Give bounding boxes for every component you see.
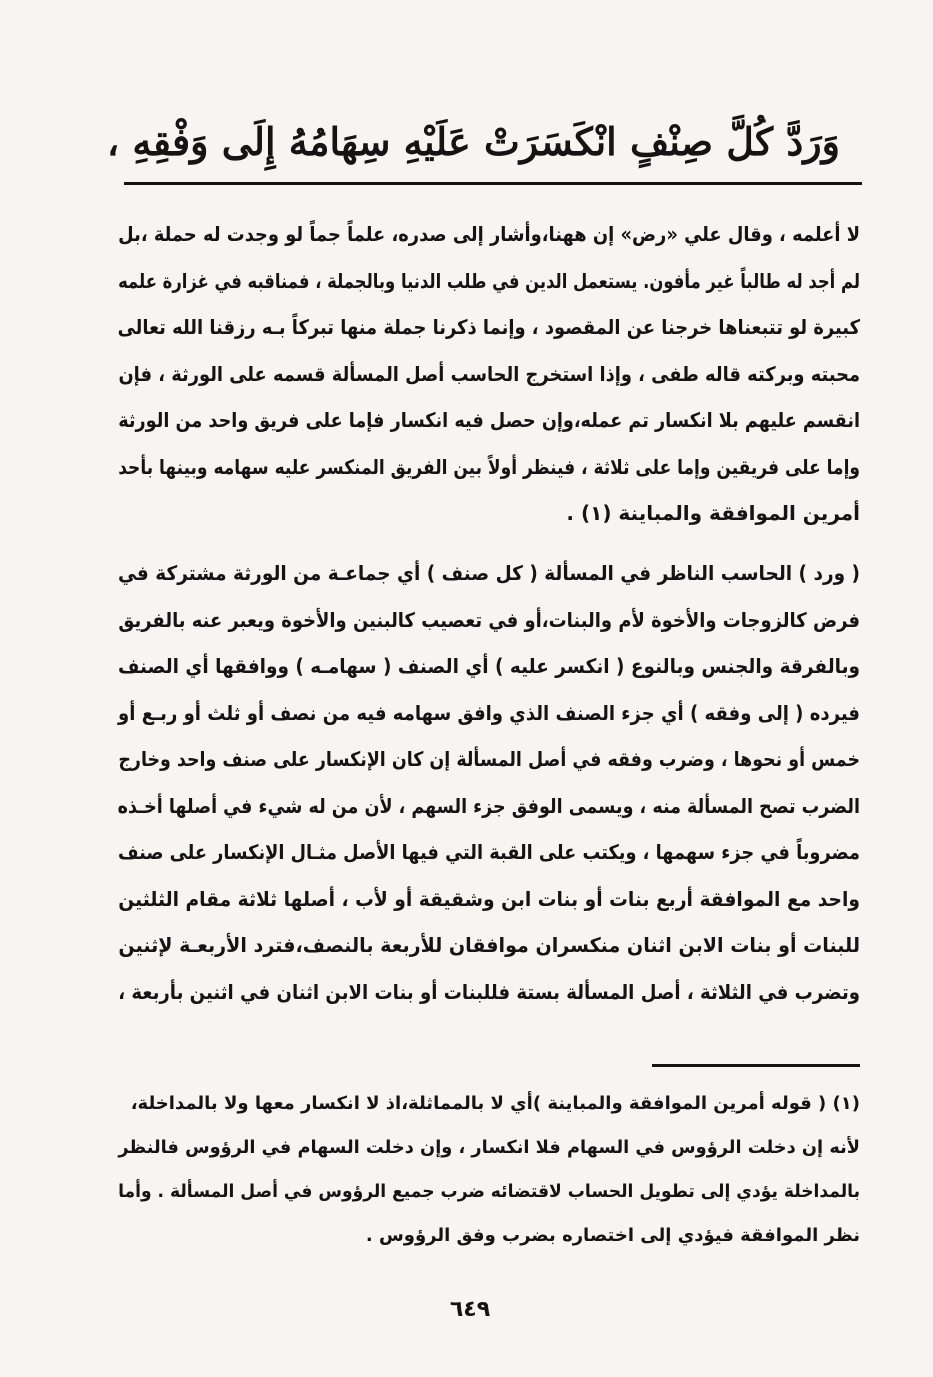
text-line: انقسم عليهم بلا انكسار تم عمله،وإن حصل فيه انكسار فإما على فريق واحد من الورثة <box>118 408 860 432</box>
footnote <box>118 1082 860 1258</box>
footnote-divider <box>652 1064 860 1067</box>
text-line: فرض كالزوجات والأخوة لأم والبنات،أو في تعصيب كالبنين والأخوة ويعبر عنه بالفريق <box>118 607 861 632</box>
paragraph-2 <box>118 550 860 1015</box>
text-line: مضروباً في جزء سهمها ، ويكتب على القبة التي فيها الأصل مثـال الإنكسار على صنف <box>117 840 861 864</box>
text-line: الضرب تصح المسألة منه ، ويسمى الوفق جزء السهم ، لأن من له شيء في أصلها أخـذه <box>117 793 860 818</box>
text-line: واحد مع الموافقة أربع بنات أو بنات ابن وشقيقة أو لأب ، أصلها ثلاثة مقام الثلثين <box>118 886 860 911</box>
paragraph-1 <box>118 211 860 537</box>
text-line: أمرين الموافقة والمباينة (١) . <box>566 501 860 525</box>
heading-divider <box>124 182 862 185</box>
text-line: لم أجد له طالباً غير مأفون. يستعمل الدين في طلب الدنيا وبالجملة ، فمناقبه في غزارة علمه <box>118 268 860 293</box>
text-line: وتضرب في الثلاثة ، أصل المسألة بستة فللبنات أو بنات الابن اثنان في اثنين بأربعة ، <box>118 979 860 1004</box>
text-line: خمس أو نحوها ، وضرب وفقه في أصل المسألة إن كان الإنكسار على صنف واحد وخارج <box>118 747 860 771</box>
text-line: محبته وبركته قاله طفى ، وإذا استخرج الحاسب أصل المسألة قسمه على الورثة ، فإن <box>118 361 861 386</box>
text-line: لا أعلمه ، وقال علي «رض» إن ههنا،وأشار إلى صدره، علماً جماً لو وجدت له حملة ،بل <box>118 222 860 246</box>
text-line: فيرده ( إلى وفقه ) أي جزء الصنف الذي وافق سهامه فيه من نصف أو ثلث أو ربـع أو <box>118 700 860 725</box>
text-line: كبيرة لو تتبعناها خرجنا عن المقصود ، وإنما ذكرنا جملة منها تبركاً بـه رزقنا الله تعالى <box>117 315 860 339</box>
section-heading: وَرَدَّ كُلَّ صِنْفٍ انْكَسَرَتْ عَلَيْهِ سِهَامُهُ إِلَى وَفْقِهِ ، <box>106 119 840 164</box>
footnote-line: لأنه إن دخلت الرؤوس في السهام فلا انكسار ، وإن دخلت السهام في الرؤوس فالنظر <box>118 1137 860 1158</box>
text-line: وبالفرقة والجنس وبالنوع ( انكسر عليه ) أي الصنف ( سهامـه ) ووافقها أي الصنف <box>117 654 860 678</box>
text-line: وإما على فريقين وإما على ثلاثة ، فينظر أولاً بين الفريق المنكسر عليه سهامه وبينها بأحد <box>118 454 861 479</box>
footnote-line: بالمداخلة يؤدي إلى تطويل الحساب لاقتضائه ضرب جميع الرؤوس في أصل المسألة . وأما <box>118 1181 861 1202</box>
text-line: ( ورد ) الحاسب الناظر في المسألة ( كل صنف ) أي جماعـة من الورثة مشتركة في <box>117 561 860 585</box>
footnote-line: (١) ( قوله أمرين الموافقة والمباينة )أي لا بالمماثلة،اذ لا انكسار معها ولا بالمداخلة، <box>130 1093 860 1114</box>
page-number: ٦٤٩ <box>449 1297 491 1322</box>
footnote-line: نظر الموافقة فيؤدي إلى اختصاره بضرب وفق الرؤوس . <box>365 1225 860 1246</box>
text-line: للبنات أو بنات الابن اثنان منكسران موافقان للأربعة بالنصف،فترد الأربعـة لإثنين <box>118 933 860 957</box>
